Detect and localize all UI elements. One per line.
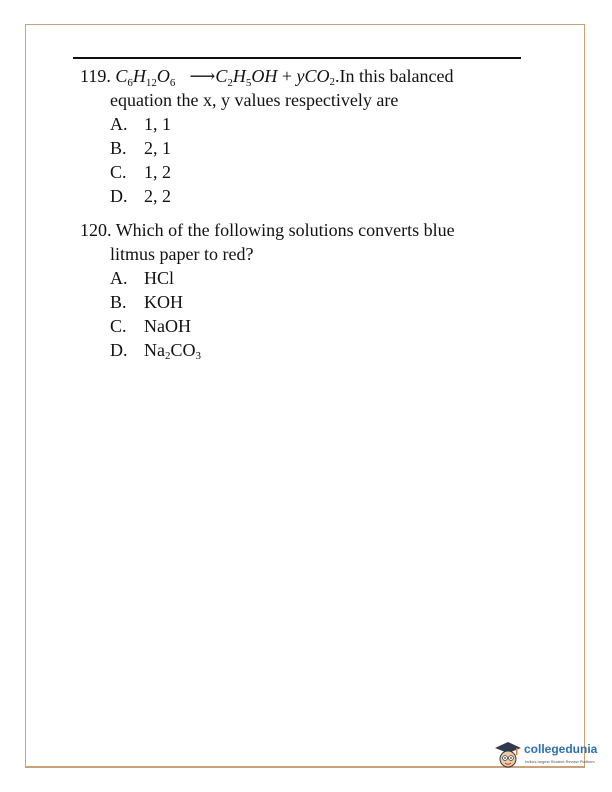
product-co2: yCO [296, 66, 330, 86]
collegedunia-logo [494, 740, 604, 774]
logo-name: collegedunia [524, 742, 598, 756]
question-stem-line-2: equation the x, y values respectively are [110, 90, 399, 110]
graduate-mascot-icon [494, 740, 522, 770]
question-120 [80, 218, 520, 362]
reaction-arrow: ⟶ [189, 66, 216, 86]
question-number: 120. [80, 220, 112, 240]
product-ethanol: $C_2H_5OH$ [215, 66, 278, 89]
question-stem-line-2: litmus paper to red? [110, 244, 254, 264]
plus-sign: + [277, 66, 297, 86]
stem-tail: .In this balanced [335, 66, 454, 86]
option-d[interactable]: D. $Na_2CO_3$ [110, 340, 202, 362]
question-119 [80, 64, 520, 208]
question-stem-line-1: 119. $C_6H_{12}O_6$ $⟶C_2H_5OH + yCO_2.In$ this balanced [80, 66, 454, 89]
top-rule [73, 57, 521, 59]
question-number: 119. [80, 66, 111, 86]
question-stem-line-1: 120. Which of the following solutions converts blue [80, 220, 455, 240]
option-b[interactable]: B. 2, 1 [110, 138, 171, 158]
reactant-formula: $C_6H_{12}O_6$ [115, 66, 176, 89]
option-d[interactable]: D. 2, 2 [110, 186, 171, 206]
logo-tagline: India's largest Student Review Platform [525, 759, 595, 764]
option-c[interactable]: C. 1, 2 [110, 162, 171, 182]
option-c[interactable]: C. NaOH [110, 316, 191, 336]
option-a[interactable]: A. HCl [110, 268, 175, 288]
option-a[interactable]: A. 1, 1 [110, 114, 171, 134]
option-b[interactable]: B. KOH [110, 292, 183, 312]
